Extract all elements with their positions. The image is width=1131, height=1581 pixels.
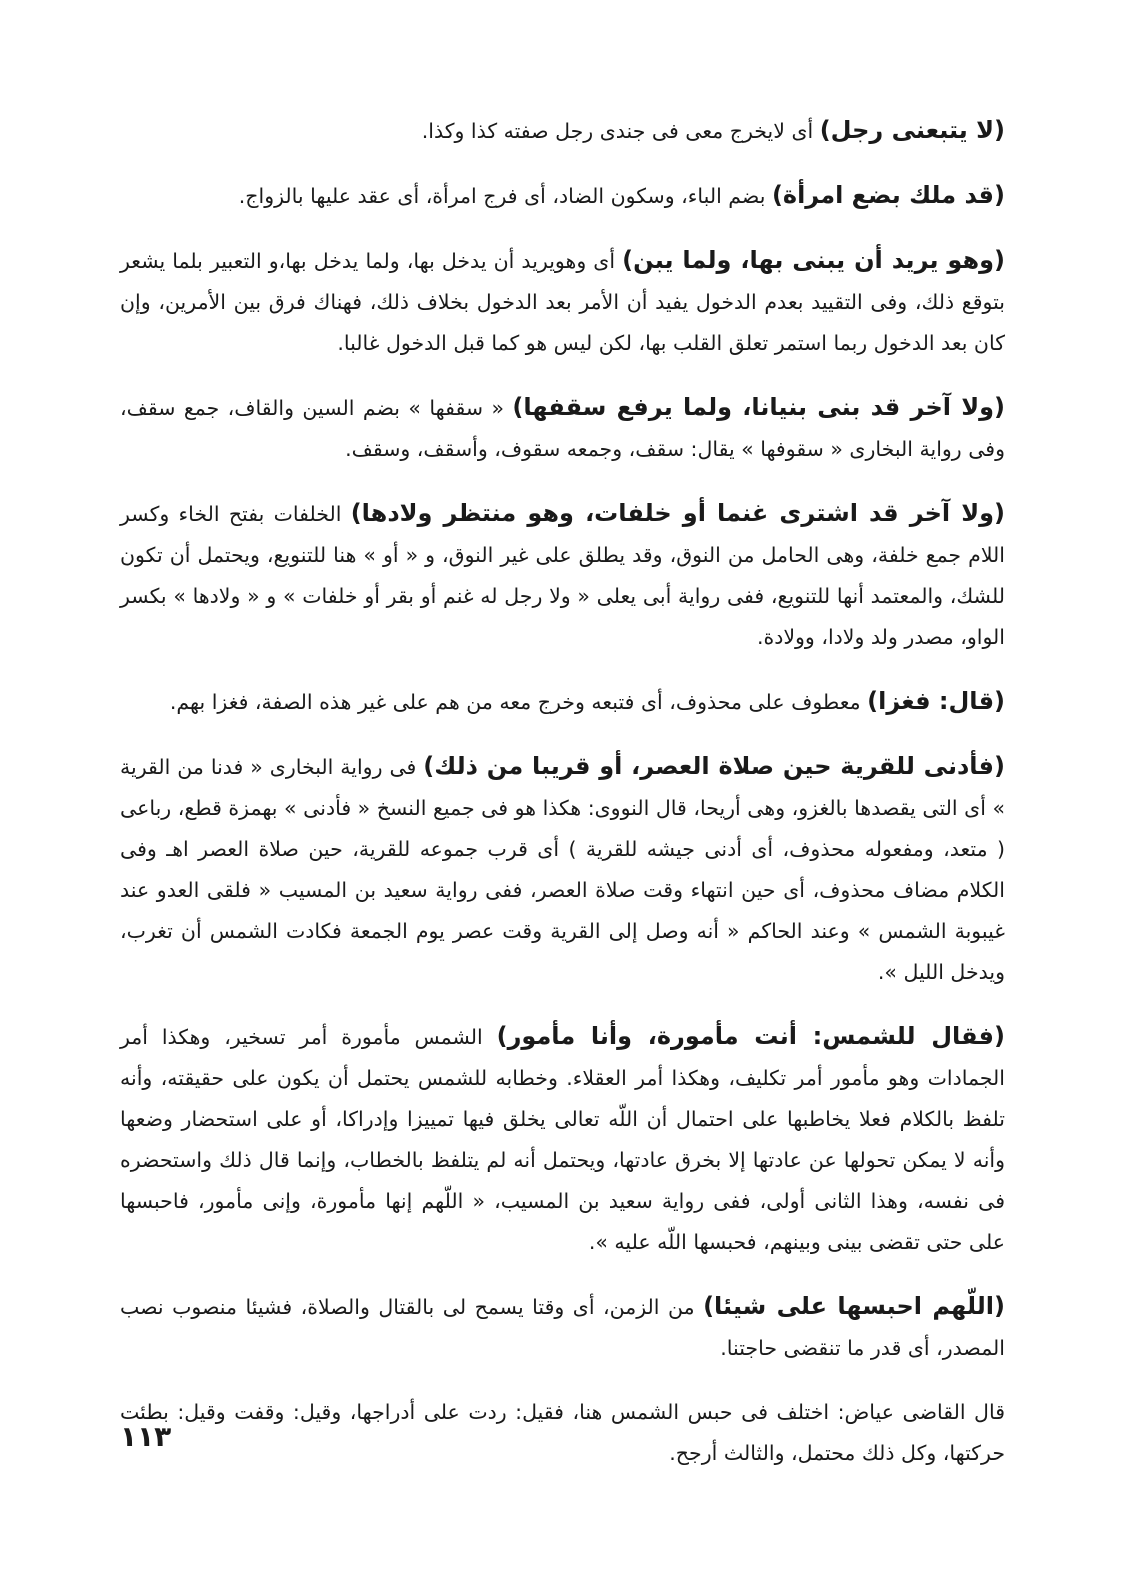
paragraph-9 [120, 1286, 1005, 1369]
paragraph-1-heading: (لا يتبعنى رجل) [819, 116, 1005, 144]
paragraph-8-heading: (فقال للشمس: أنت مأمورة، وأنا مأمور) [496, 1022, 1005, 1050]
paragraph-3-text: أى وهويريد أن يدخل بها، ولما يدخل بها،و التعبير بلما يشعر بتوقع ذلك، وفى التقييد بعدم الدخول يفيد أن الأمر بعد الدخول بخلاف ذلك، فهناك فرق بين الأمرين، وإن كان بعد الدخول ربما استمر تعلق القلب بها، لكن ليس هو كما قبل الدخول غالبا. [120, 249, 1005, 355]
paragraph-5 [120, 493, 1005, 658]
paragraph-6 [120, 681, 1005, 723]
paragraph-5-text: الخلفات بفتح الخاء وكسر اللام جمع خلفة، وهى الحامل من النوق، وقد يطلق على غير النوق، و « أو » هنا للتنويع، ويحتمل أن تكون للشك، والمعتمد أنها للتنويع، ففى رواية أبى يعلى « ولا رجل له غنم أو بقر أو خلفات » و « ولادها » بكسر الواو، مصدر ولد ولادا، وولادة. [120, 502, 1005, 649]
paragraph-4-text: « سقفها » بضم السين والقاف، جمع سقف، وفى رواية البخارى « سقوفها » يقال: سقف، وجمعه سقوف، وأسقف، وسقف. [120, 396, 1005, 461]
paragraph-8 [120, 1016, 1005, 1263]
paragraph-4 [120, 387, 1005, 470]
paragraph-7 [120, 746, 1005, 993]
paragraph-7-text: فى رواية البخارى « فدنا من القرية » أى التى يقصدها بالغزو، وهى أريحا، قال النووى: هكذا هو فى جميع النسخ « فأدنى » بهمزة قطع، رباعى ( متعد، ومفعوله محذوف، أى أدنى جيشه للقرية ) أى قرب جموعه للقرية، حين صلاة العصر اهـ وفى الكلام مضاف محذوف، أى حين انتهاء وقت صلاة العصر، ففى رواية سعيد بن المسيب « فلقى العدو عند غيبوبة الشمس » وعند الحاكم « أنه وصل إلى القرية وقت عصر يوم الجمعة فكادت الشمس أن تغرب، ويدخل الليل ». [120, 755, 1005, 984]
paragraph-8-text: الشمس مأمورة أمر تسخير، وهكذا أمر الجمادات وهو مأمور أمر تكليف، وهكذا أمر العقلاء. وخطابه للشمس يحتمل أن يكون على حقيقته، وأنه تلفظ بالكلام فعلا يخاطبها على احتمال أن اللّه تعالى يخلق فيها تمييزا وإدراكا، أو على استحضار وضعها وأنه لا يمكن تحولها عن عادتها إلا بخرق عادتها، ويحتمل أنه لم يتلفظ بالخطاب، وإنما قال ذلك واستحضره فى نفسه، وهذا الثانى أولى، ففى رواية سعيد بن المسيب، « اللّهم إنها مأمورة، وإنى مأمور، فاحبسها على حتى تقضى بينى وبينهم، فحبسها اللّه عليه ». [120, 1025, 1005, 1254]
page-body [120, 110, 1005, 1497]
paragraph-7-heading: (فأدنى للقرية حين صلاة العصر، أو قريبا من ذلك) [423, 752, 1005, 780]
paragraph-2-heading: (قد ملك بضع امرأة) [771, 181, 1005, 209]
paragraph-3 [120, 240, 1005, 364]
paragraph-10-text: قال القاضى عياض: اختلف فى حبس الشمس هنا، فقيل: ردت على أدراجها، وقيل: وقفت وقيل: بطئت حركتها، وكل ذلك محتمل، والثالث أرجح. [120, 1400, 1005, 1465]
paragraph-5-heading: (ولا آخر قد اشترى غنما أو خلفات، وهو منتظر ولادها) [350, 499, 1005, 527]
paragraph-2 [120, 175, 1005, 217]
paragraph-1-text: أى لايخرج معى فى جندى رجل صفته كذا وكذا. [421, 119, 820, 143]
paragraph-2-text: بضم الباء، وسكون الضاد، أى فرج امرأة، أى عقد عليها بالزواج. [238, 184, 772, 208]
paragraph-9-text: من الزمن، أى وقتا يسمح لى بالقتال والصلاة، فشيئا منصوب نصب المصدر، أى قدر ما تنقضى حاجتنا. [120, 1295, 1005, 1360]
paragraph-6-text: معطوف على محذوف، أى فتبعه وخرج معه من هم على غير هذه الصفة، فغزا بهم. [169, 690, 868, 714]
paragraph-4-heading: (ولا آخر قد بنى بنيانا، ولما يرفع سقفها) [512, 393, 1005, 421]
paragraph-10 [120, 1392, 1005, 1474]
paragraph-1 [120, 110, 1005, 152]
paragraph-9-heading: (اللّهم احبسها على شيئا) [703, 1292, 1005, 1320]
paragraph-6-heading: (قال: فغزا) [867, 687, 1005, 715]
page-number: ١١٣ [120, 1420, 172, 1453]
paragraph-3-heading: (وهو يريد أن يبنى بها، ولما يبن) [622, 246, 1006, 274]
